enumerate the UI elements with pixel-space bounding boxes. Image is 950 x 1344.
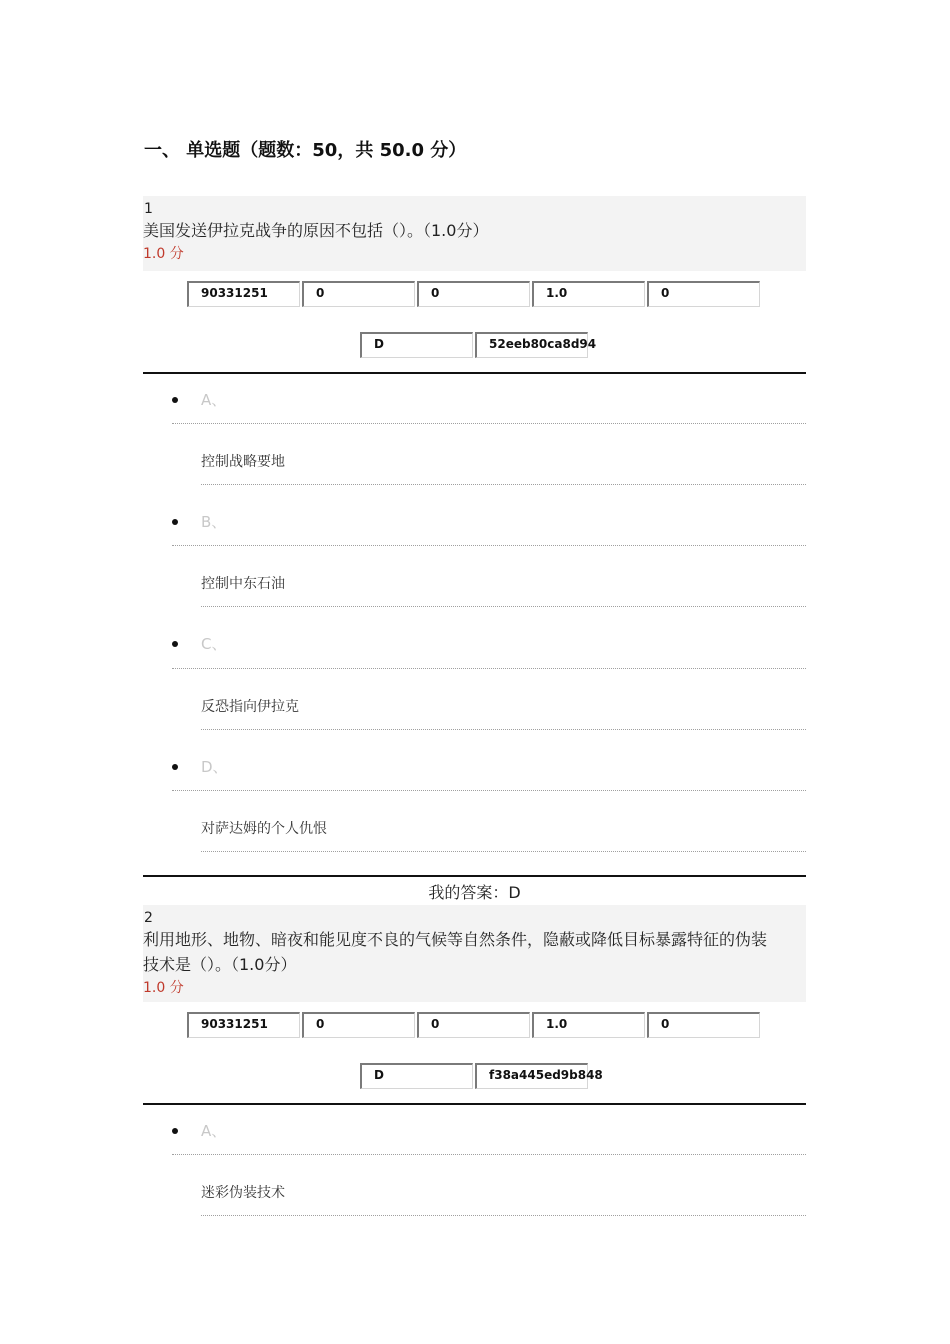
question-score: 1.0 分 — [143, 246, 184, 262]
option-b[interactable] — [172, 511, 806, 537]
dotted-divider — [172, 423, 806, 424]
question-1-header — [143, 196, 806, 271]
option-letter: A、 — [201, 391, 227, 409]
hidden-field[interactable]: 0 — [417, 1012, 530, 1038]
option-letter: A、 — [201, 1122, 227, 1140]
hidden-field[interactable]: 0 — [647, 281, 760, 307]
hidden-field[interactable]: 0 — [417, 281, 530, 307]
section-title: 一、 单选题（题数：50，共 50.0 分） — [144, 140, 467, 161]
divider — [143, 372, 806, 374]
hidden-field[interactable]: 90331251 — [187, 1012, 300, 1038]
question-text-line2: 技术是（）。（1.0分） — [143, 955, 297, 974]
hidden-field[interactable]: D — [360, 332, 473, 358]
hidden-field[interactable]: 52eeb80ca8d94 — [475, 332, 588, 358]
hidden-field[interactable]: 0 — [302, 1012, 415, 1038]
hidden-fields-row — [360, 1063, 603, 1089]
dotted-divider — [172, 790, 806, 791]
option-text: 控制战略要地 — [201, 454, 285, 470]
question-2-header — [143, 905, 806, 1002]
option-text: 反恐指向伊拉克 — [201, 699, 299, 715]
question-text-line1: 利用地形、地物、暗夜和能见度不良的气候等自然条件，隐蔽或降低目标暴露特征的伪装 — [143, 930, 768, 949]
hidden-fields-row — [187, 281, 762, 307]
bullet-icon — [172, 641, 178, 647]
question-number: 2 — [144, 910, 153, 926]
hidden-field[interactable]: 1.0 — [532, 281, 645, 307]
option-text: 控制中东石油 — [201, 576, 285, 592]
dotted-divider — [172, 1154, 806, 1155]
dotted-divider — [201, 606, 806, 607]
hidden-field[interactable]: f38a445ed9b848 — [475, 1063, 588, 1089]
question-number: 1 — [144, 201, 153, 217]
option-letter: D、 — [201, 758, 228, 776]
dotted-divider — [172, 545, 806, 546]
option-d[interactable] — [172, 756, 806, 782]
dotted-divider — [201, 729, 806, 730]
option-text: 迷彩伪装技术 — [201, 1185, 285, 1201]
hidden-fields-row — [187, 1012, 762, 1038]
question-score: 1.0 分 — [143, 980, 184, 996]
dotted-divider — [201, 851, 806, 852]
bullet-icon — [172, 1128, 178, 1134]
option-a[interactable] — [172, 389, 806, 415]
option-text: 对萨达姆的个人仇恨 — [201, 821, 327, 837]
my-answer: 我的答案：D — [428, 883, 521, 902]
dotted-divider — [201, 484, 806, 485]
hidden-field[interactable]: 90331251 — [187, 281, 300, 307]
option-letter: C、 — [201, 635, 227, 653]
hidden-field[interactable]: 1.0 — [532, 1012, 645, 1038]
dotted-divider — [201, 1215, 806, 1216]
hidden-field[interactable]: D — [360, 1063, 473, 1089]
bullet-icon — [172, 397, 178, 403]
question-text: 美国发送伊拉克战争的原因不包括（）。（1.0分） — [143, 221, 489, 240]
hidden-fields-row — [360, 332, 597, 358]
hidden-field[interactable]: 0 — [647, 1012, 760, 1038]
hidden-field[interactable]: 0 — [302, 281, 415, 307]
divider — [143, 1103, 806, 1105]
option-a[interactable] — [172, 1120, 806, 1146]
dotted-divider — [172, 668, 806, 669]
bullet-icon — [172, 519, 178, 525]
divider — [143, 875, 806, 877]
option-c[interactable] — [172, 633, 806, 659]
option-letter: B、 — [201, 513, 227, 531]
bullet-icon — [172, 764, 178, 770]
